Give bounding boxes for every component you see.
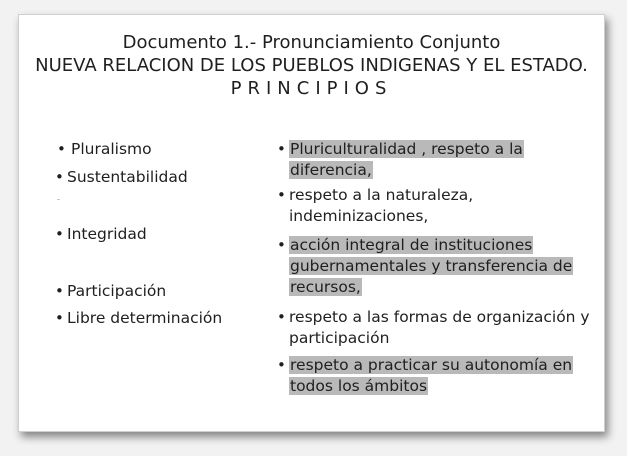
highlighted-text: respeto a practicar su autonomía en todos los ámbitos (290, 356, 573, 395)
description-pluralismo (289, 139, 594, 181)
highlighted-text: Pluriculturalidad , respeto a la diferencia, (290, 140, 523, 179)
description-libre-determinacion (289, 355, 594, 397)
bullet-icon: • (55, 168, 64, 186)
description-integridad (289, 235, 594, 298)
slide (18, 14, 605, 432)
bullet-icon: • (277, 140, 286, 158)
principle-participacion: Participación (67, 282, 167, 300)
section-heading: PRINCIPIOS (230, 78, 393, 99)
bullet-icon: • (277, 186, 286, 204)
description-participacion (289, 307, 594, 349)
divider-mark (57, 199, 60, 200)
bullet-icon: • (277, 236, 286, 254)
principle-libre-determinacion: Libre determinación (67, 309, 223, 327)
document-title: Documento 1.- Pronunciamiento Conjunto (122, 32, 501, 53)
plain-text: respeto a la naturaleza, indeminizaciones, (289, 186, 474, 225)
principle-integridad: Integridad (67, 225, 147, 243)
bullet-icon: • (57, 140, 66, 158)
description-sustentabilidad (289, 185, 594, 227)
principle-pluralismo: Pluralismo (71, 140, 152, 158)
bullet-icon: • (55, 225, 64, 243)
bullet-icon: • (55, 282, 64, 300)
plain-text: respeto a las formas de organización y participación (289, 308, 590, 347)
bullet-icon: • (277, 308, 286, 326)
bullet-icon: • (55, 309, 64, 327)
document-subtitle: NUEVA RELACION DE LOS PUEBLOS INDIGENAS Y EL ESTADO. (35, 55, 588, 76)
highlighted-text: acción integral de instituciones gubernamentales y transferencia de recursos, (290, 236, 573, 296)
principle-sustentabilidad: Sustentabilidad (67, 168, 188, 186)
bullet-icon: • (277, 356, 286, 374)
